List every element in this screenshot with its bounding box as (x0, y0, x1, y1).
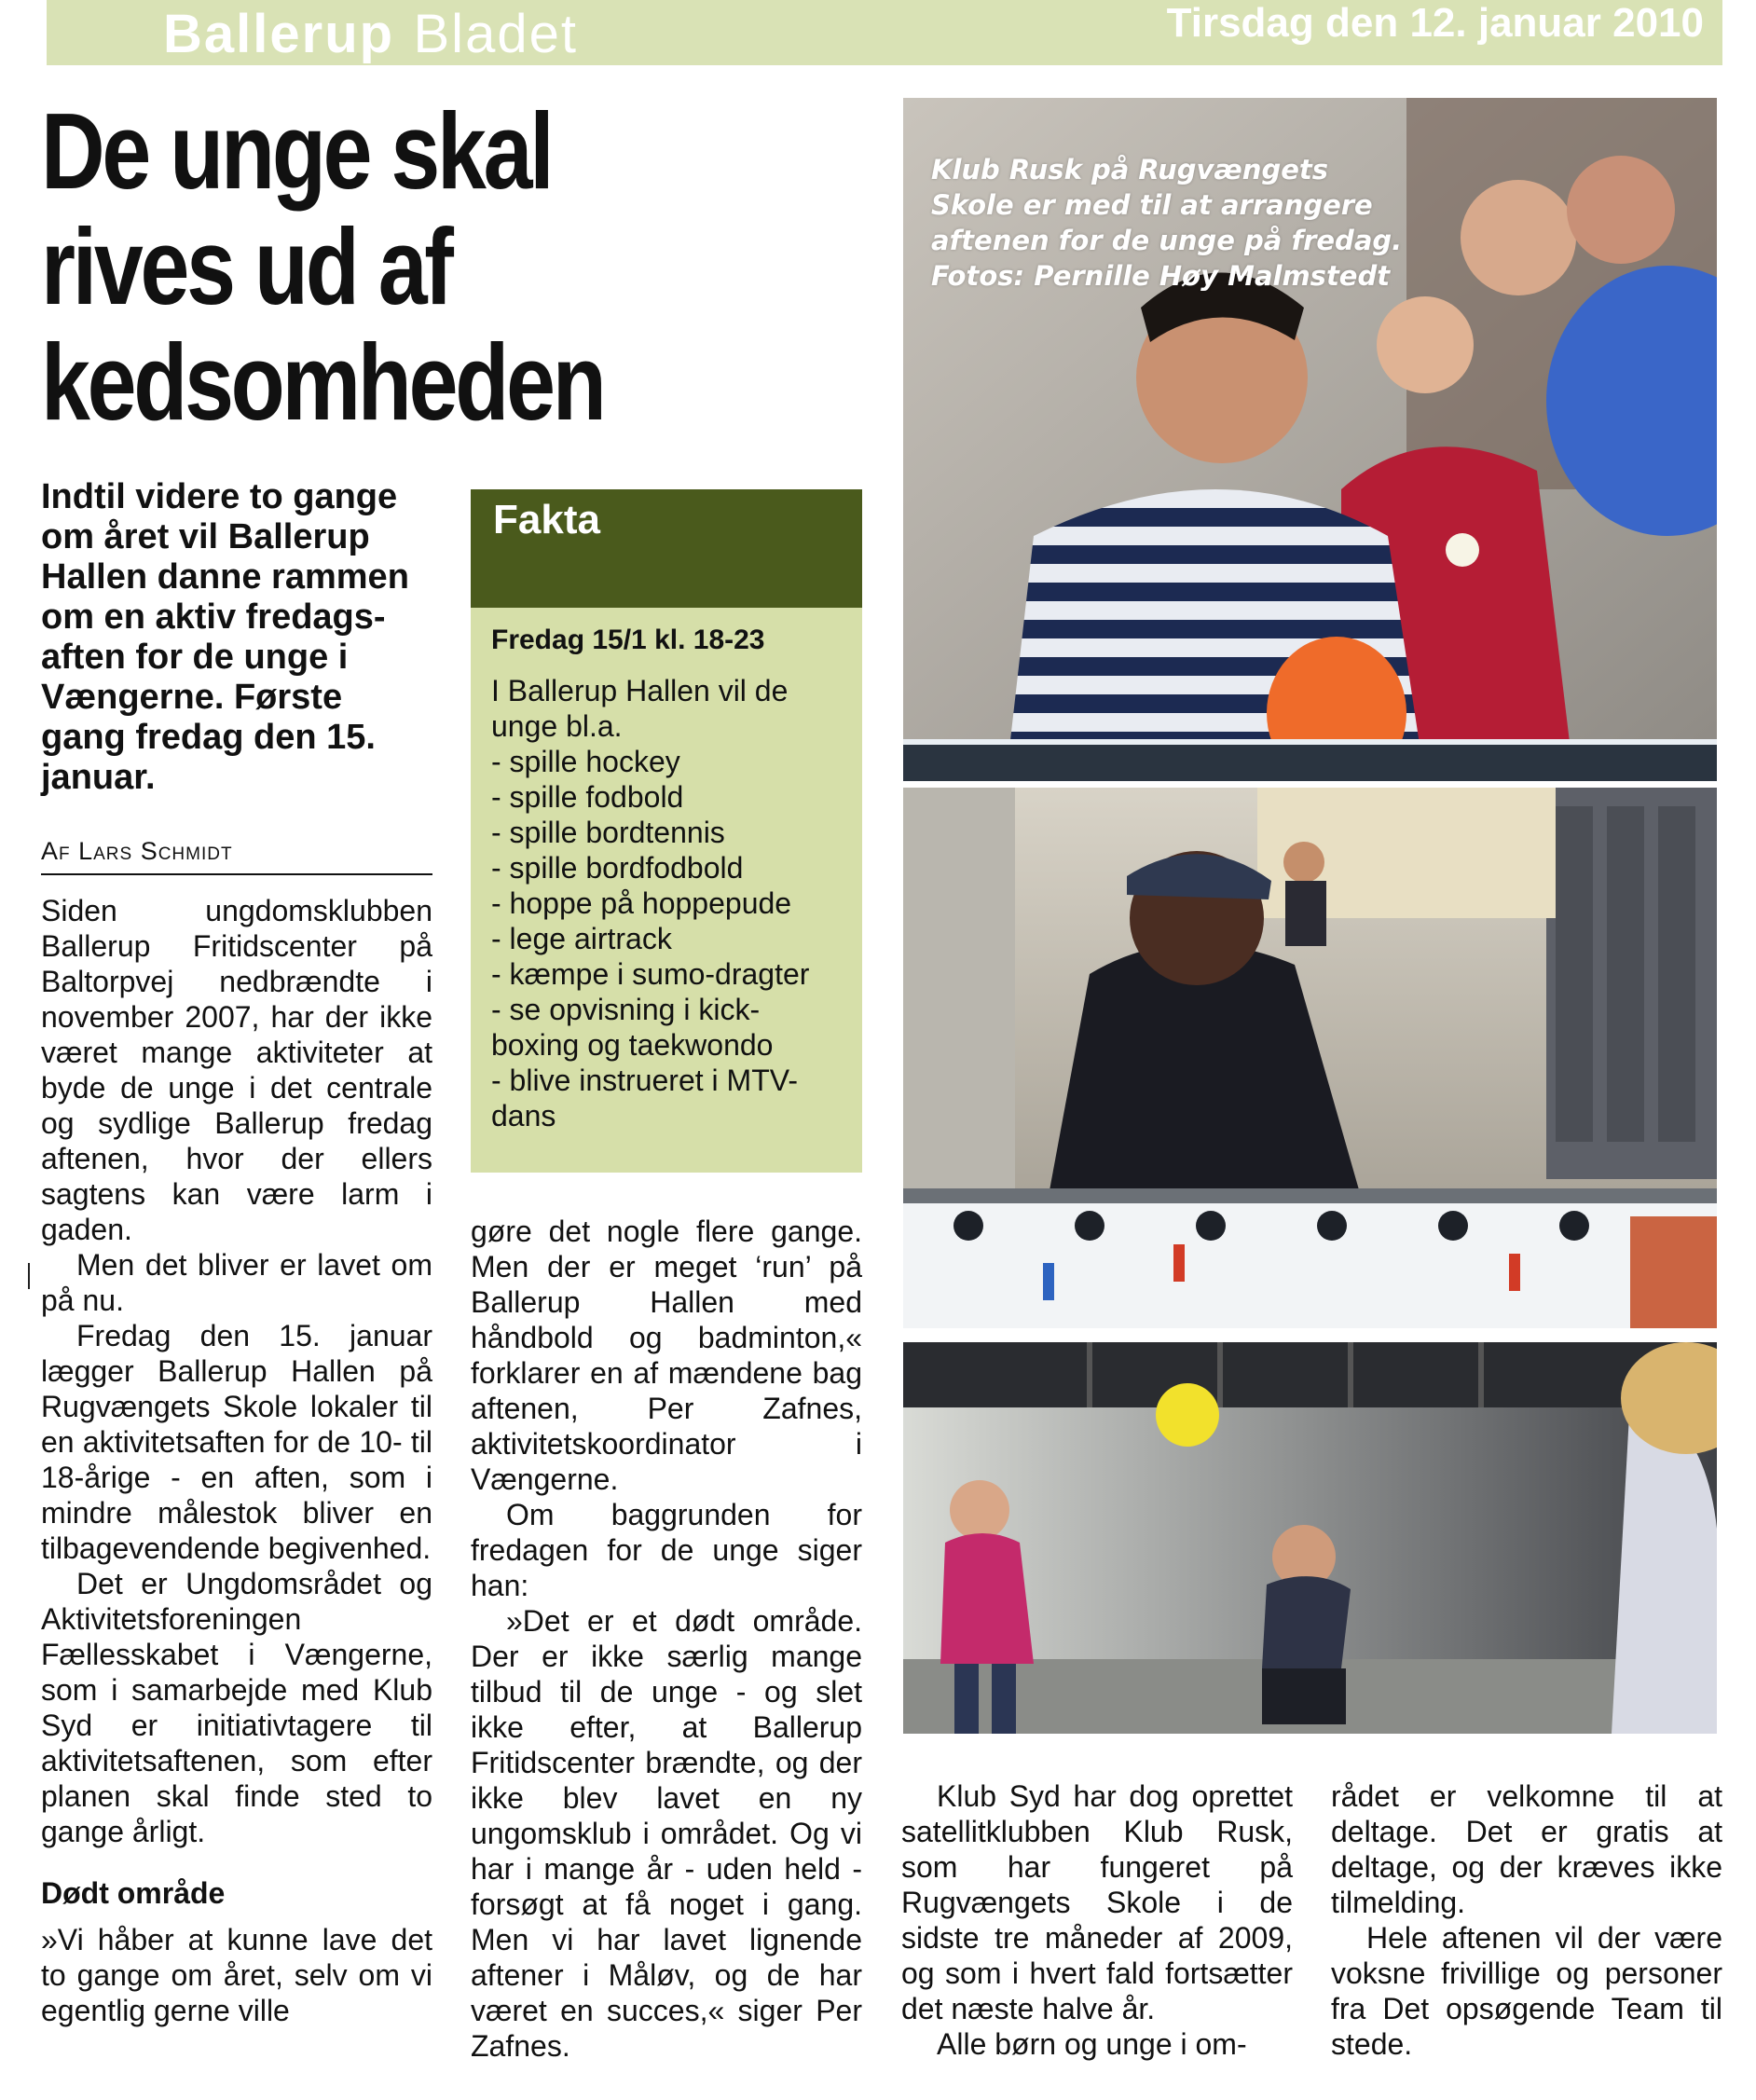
issue-date: Tirsdag den 12. januar 2010 (1166, 0, 1704, 46)
paragraph: Siden ungdomsklubben Ballerup Fritidscenter på Baltorpvej nedbrændte i november 2007, har der ikke været mange aktiviteter at byde de unge i det centrale og sydlige Ballerup fredag aftenen, hvor der ellers sagtens kan være larm i gaden. (41, 894, 432, 1246)
paragraph: Fredag den 15. januar lægger Ballerup Hallen på Rugvængets Skole lokaler til en aktivitetsaften for de 10- til 18-årige - en aften, som i mindre målestok bliver en tilbagevendende begivenhed. (41, 1319, 432, 1565)
byline: Af Lars Schmidt (41, 837, 432, 875)
paragraph: Det er Ungdomsrådet og Aktivitetsforeningen Fællesskabet i Vængerne, som i samarbejde med Klub Syd er initiativtagere til aktivitetsaftenen, som efter planen skal finde sted to gange årligt. (41, 1567, 432, 1848)
article-column-4 (1331, 1778, 1722, 2062)
article-headline (41, 90, 729, 443)
paragraph: Alle børn og unge i om- (937, 2027, 1247, 2061)
fakta-item: - spille fodbold (491, 780, 684, 814)
paragraph: Klub Syd har dog oprettet satellitklubben Klub Rusk, som har fungeret på Rugvængets Skole i de sidste tre måneder af 2009, og som i hvert fald fortsætter det næste halve år. (901, 1779, 1293, 2025)
paragraph: »Det er et dødt område. Der er ikke særlig mange tilbud til de unge - og slet ikke efter, at Ballerup Fritidscenter brændte, og der ikke blev lavet en ny ungomsklub i området. Og vi har i mange år - uden held -forsøgt at få noget i gang. Men vi har lavet lignende aftener i Måløv, og de har været en succes,« siger Per Zafnes. (471, 1604, 862, 2063)
masthead (47, 0, 1722, 65)
newspaper-logo: Ballerup Bladet (163, 4, 578, 64)
article-column-1 (41, 893, 432, 2028)
photo-table-tennis (903, 98, 1717, 781)
fakta-list (491, 673, 842, 1133)
photo-foosball (903, 788, 1717, 1328)
fakta-box (471, 489, 862, 1173)
paragraph: rådet er velkomne til at deltage. Det er gratis at deltage, og der kræves ikke tilmelding. (1331, 1779, 1722, 1919)
fakta-subtitle: Fredag 15/1 kl. 18-23 (491, 625, 765, 655)
paragraph: gøre det nogle flere gange. Men der er meget ‘run’ på Ballerup Hallen med håndbold og badminton,« forklarer en af mændene bag aftenen, Per Zafnes, aktivitetskoordinator i Vængerne. (471, 1215, 862, 1496)
margin-mark (28, 1263, 30, 1289)
fakta-item: - spille bordtennis (491, 816, 725, 849)
paragraph: »Vi håber at kunne lave det to gange om året, selv om vi egentlig gerne ville (41, 1923, 432, 2027)
fakta-title: Fakta (471, 489, 862, 608)
paragraph: Hele aftenen vil der være voksne frivillige og personer fra Det opsøgende Team til stede. (1331, 1921, 1722, 2061)
fakta-item: - spille bordfodbold (491, 851, 744, 885)
headline-line: rives ud af (41, 206, 451, 327)
headline-line: De unge skal (41, 90, 552, 212)
photo-caption: Klub Rusk på Rugvængets Skole er med til at arrangere aftenen for de unge på fredag. Fotos: Pernille Høy Malmstedt (931, 154, 1403, 292)
paragraph: Men det bliver er lavet om på nu. (41, 1248, 432, 1317)
paragraph: Om baggrunden for fredagen for de unge siger han: (471, 1498, 862, 1602)
article-column-3 (901, 1778, 1293, 2062)
fakta-intro: I Ballerup Hallen vil de unge bl.a. (491, 674, 789, 743)
fakta-item: - spille hockey (491, 745, 680, 778)
article-column-2 (471, 1214, 862, 2064)
fakta-item: - blive instrueret i MTV-dans (491, 1064, 798, 1132)
fakta-item: - se opvisning i kick-boxing og taekwondo (491, 993, 774, 1062)
fakta-item: - kæmpe i sumo-dragter (491, 957, 810, 991)
headline-line: kedsomheden (41, 322, 604, 443)
fakta-item: - lege airtrack (491, 922, 672, 955)
article-lead: Indtil videre to gange om året vil Ballerup Hallen danne rammen om en aktiv fredags-aften for de unge i Vængerne. Første gang fredag den 15. januar. (41, 477, 409, 797)
subheading: Dødt område (41, 1876, 226, 1910)
photo-ball-game (903, 1342, 1717, 1734)
fakta-item: - hoppe på hoppepude (491, 886, 792, 920)
